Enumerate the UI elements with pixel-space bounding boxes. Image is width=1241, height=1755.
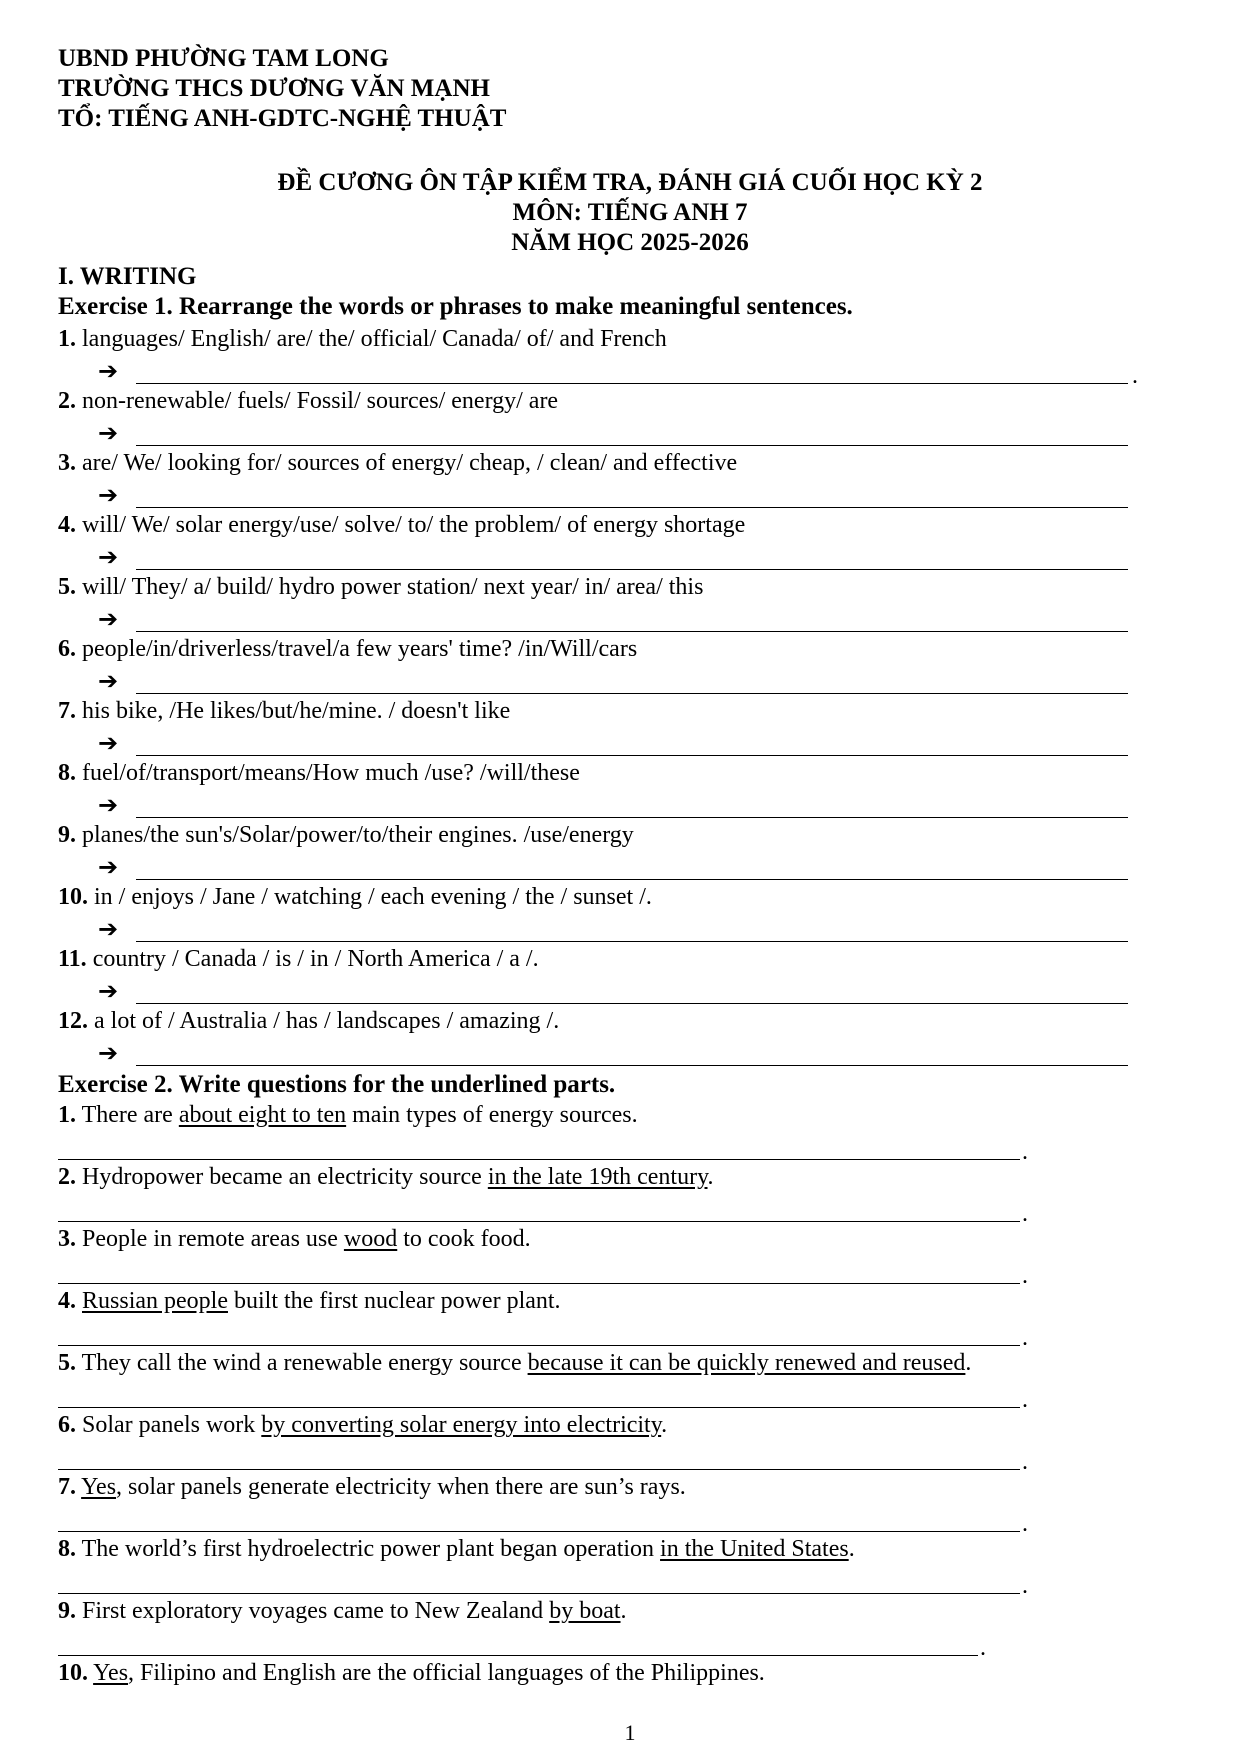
period-mark: . <box>1132 363 1138 389</box>
underlined-part: in the United States <box>660 1536 849 1562</box>
answer-line[interactable] <box>58 1283 1020 1284</box>
item-text: Solar panels work <box>76 1412 262 1438</box>
answer-line[interactable] <box>58 1345 1020 1346</box>
period-mark: . <box>1022 1201 1028 1227</box>
ex2-item-3 <box>58 1224 531 1254</box>
item-text: They call the wind a renewable energy source <box>76 1350 528 1376</box>
answer-line[interactable] <box>136 569 1128 570</box>
arrow-icon: ➔ <box>98 419 119 447</box>
period-mark: . <box>1022 1511 1028 1537</box>
item-text: in / enjoys / Jane / watching / each evening / the / sunset /. <box>88 884 652 910</box>
ex1-answer-5[interactable] <box>98 604 1128 634</box>
ex1-answer-11[interactable] <box>98 976 1128 1006</box>
arrow-icon: ➔ <box>98 667 119 695</box>
item-number: 11. <box>58 946 87 972</box>
answer-line[interactable] <box>136 817 1128 818</box>
underlined-part: Russian people <box>82 1288 228 1314</box>
page-number: 1 <box>624 1720 636 1745</box>
item-text-end: , solar panels generate electricity when there are sun’s rays. <box>116 1474 686 1500</box>
period-mark: . <box>1022 1449 1028 1475</box>
underlined-part: about eight to ten <box>178 1102 347 1128</box>
item-number: 4. <box>58 1288 76 1314</box>
item-number: 5. <box>58 574 76 600</box>
answer-line[interactable] <box>58 1469 1020 1470</box>
item-number: 10. <box>58 1660 88 1686</box>
underlined-part: by converting solar energy into electricity <box>261 1412 662 1438</box>
item-number: 2. <box>58 1164 76 1190</box>
ex1-answer-6[interactable] <box>98 666 1128 696</box>
ex1-item-2 <box>58 386 558 416</box>
ex2-answer-6[interactable] <box>58 1442 1028 1475</box>
answer-line[interactable] <box>136 383 1128 384</box>
header-department: TỔ: TIẾNG ANH-GDTC-NGHỆ THUẬT <box>58 105 507 132</box>
period-mark: . <box>980 1635 986 1661</box>
period-mark: . <box>1022 1325 1028 1351</box>
ex2-answer-1[interactable] <box>58 1132 1028 1165</box>
item-number: 3. <box>58 450 76 476</box>
item-text: There are <box>76 1102 179 1128</box>
item-number: 10. <box>58 884 88 910</box>
arrow-icon: ➔ <box>98 915 119 943</box>
answer-line[interactable] <box>136 445 1128 446</box>
item-number: 6. <box>58 1412 76 1438</box>
answer-line[interactable] <box>58 1531 1020 1532</box>
ex2-item-9 <box>58 1596 627 1626</box>
item-number: 6. <box>58 636 76 662</box>
item-number: 12. <box>58 1008 88 1034</box>
item-text: will/ They/ a/ build/ hydro power station/ next year/ in/ area/ this <box>76 574 704 600</box>
item-text-end: , Filipino and English are the official languages of the Philippines. <box>128 1660 765 1686</box>
item-text: Hydropower became an electricity source <box>76 1164 488 1190</box>
answer-line[interactable] <box>136 1003 1128 1004</box>
item-number: 3. <box>58 1226 76 1252</box>
item-text: languages/ English/ are/ the/ official/ Canada/ of/ and French <box>76 326 667 352</box>
header-school: TRƯỜNG THCS DƯƠNG VĂN MẠNH <box>58 75 490 102</box>
ex1-answer-4[interactable] <box>98 542 1128 572</box>
arrow-icon: ➔ <box>98 791 119 819</box>
ex1-item-5 <box>58 572 703 602</box>
underlined-part: Yes <box>81 1474 117 1500</box>
school-year: NĂM HỌC 2025-2026 <box>511 229 749 256</box>
item-text: non-renewable/ fuels/ Fossil/ sources/ energy/ are <box>76 388 559 414</box>
subject-title: MÔN: TIẾNG ANH 7 <box>512 199 748 226</box>
item-text: people/in/driverless/travel/a few years' time? /in/Will/cars <box>76 636 638 662</box>
underlined-part: Yes <box>93 1660 129 1686</box>
underlined-part: wood <box>343 1226 398 1252</box>
ex2-answer-2[interactable] <box>58 1194 1028 1227</box>
item-number: 8. <box>58 1536 76 1562</box>
answer-line[interactable] <box>58 1221 1020 1222</box>
answer-line[interactable] <box>136 941 1128 942</box>
ex2-item-8 <box>58 1534 855 1564</box>
item-number: 7. <box>58 698 76 724</box>
arrow-icon: ➔ <box>98 543 119 571</box>
ex1-item-1 <box>58 324 667 354</box>
item-text-end: main types of energy sources. <box>346 1102 638 1128</box>
underlined-part: by boat <box>549 1598 621 1624</box>
exercise2-heading: Exercise 2. Write questions for the underlined parts. <box>58 1071 616 1098</box>
underlined-part: in the late 19th century <box>487 1164 708 1190</box>
ex2-item-4 <box>58 1286 561 1316</box>
ex2-item-10 <box>58 1658 765 1688</box>
ex2-answer-3[interactable] <box>58 1256 1028 1289</box>
ex1-item-12 <box>58 1006 559 1036</box>
item-text-end: . <box>848 1536 855 1562</box>
answer-line[interactable] <box>58 1655 978 1656</box>
ex1-item-3 <box>58 448 737 478</box>
answer-line[interactable] <box>58 1593 1020 1594</box>
ex1-answer-9[interactable] <box>98 852 1128 882</box>
ex1-answer-8[interactable] <box>98 790 1128 820</box>
ex1-answer-10[interactable] <box>98 914 1128 944</box>
arrow-icon: ➔ <box>98 853 119 881</box>
ex2-item-2 <box>58 1162 714 1192</box>
ex1-item-10 <box>58 882 652 912</box>
item-text: First exploratory voyages came to New Zealand <box>76 1598 550 1624</box>
ex2-answer-9[interactable] <box>58 1628 986 1661</box>
ex1-answer-1[interactable] <box>98 356 1138 389</box>
item-text-end: . <box>707 1164 714 1190</box>
item-text-end: to cook food. <box>397 1226 531 1252</box>
arrow-icon: ➔ <box>98 605 119 633</box>
ex2-answer-8[interactable] <box>58 1566 1028 1599</box>
item-number: 4. <box>58 512 76 538</box>
period-mark: . <box>1022 1139 1028 1165</box>
ex1-item-4 <box>58 510 745 540</box>
answer-line[interactable] <box>136 755 1128 756</box>
ex1-answer-12[interactable] <box>98 1038 1128 1068</box>
item-text: country / Canada / is / in / North America / a /. <box>86 946 539 972</box>
ex2-item-1 <box>58 1100 638 1130</box>
item-text-end: built the first nuclear power plant. <box>227 1288 561 1314</box>
exercise1-heading: Exercise 1. Rearrange the words or phrases to make meaningful sentences. <box>58 293 853 320</box>
answer-line[interactable] <box>136 693 1128 694</box>
item-text: planes/the sun's/Solar/power/to/their engines. /use/energy <box>76 822 634 848</box>
item-number: 5. <box>58 1350 76 1376</box>
answer-line[interactable] <box>136 507 1128 508</box>
ex1-item-9 <box>58 820 634 850</box>
answer-line[interactable] <box>136 879 1128 880</box>
item-number: 1. <box>58 326 76 352</box>
item-number: 7. <box>58 1474 76 1500</box>
period-mark: . <box>1022 1263 1028 1289</box>
answer-line[interactable] <box>136 1065 1128 1066</box>
underlined-part: because it can be quickly renewed and reused <box>527 1350 966 1376</box>
ex1-item-8 <box>58 758 580 788</box>
item-text: will/ We/ solar energy/use/ solve/ to/ the problem/ of energy shortage <box>76 512 746 538</box>
answer-line[interactable] <box>136 631 1128 632</box>
ex2-answer-4[interactable] <box>58 1318 1028 1351</box>
arrow-icon: ➔ <box>98 729 119 757</box>
ex2-item-5 <box>58 1348 971 1378</box>
item-text-end: . <box>965 1350 972 1376</box>
ex1-item-7 <box>58 696 510 726</box>
item-text: The world’s first hydroelectric power plant began operation <box>76 1536 661 1562</box>
item-text: fuel/of/transport/means/How much /use? /will/these <box>76 760 580 786</box>
item-text: a lot of / Australia / has / landscapes / amazing /. <box>88 1008 560 1034</box>
document-title: ĐỀ CƯƠNG ÔN TẬP KIỂM TRA, ĐÁNH GIÁ CUỐI HỌC KỲ 2 <box>277 169 983 196</box>
ex1-answer-3[interactable] <box>98 480 1128 510</box>
item-number: 8. <box>58 760 76 786</box>
item-text-end: . <box>620 1598 627 1624</box>
ex2-answer-7[interactable] <box>58 1504 1028 1537</box>
item-text: his bike, /He likes/but/he/mine. / doesn't like <box>76 698 511 724</box>
item-number: 9. <box>58 1598 76 1624</box>
period-mark: . <box>1022 1573 1028 1599</box>
answer-line[interactable] <box>58 1159 1020 1160</box>
ex1-item-11 <box>58 944 539 974</box>
ex2-item-6 <box>58 1410 667 1440</box>
ex2-answer-5[interactable] <box>58 1380 1028 1413</box>
section-heading: I. WRITING <box>58 263 197 290</box>
arrow-icon: ➔ <box>98 481 119 509</box>
item-number: 2. <box>58 388 76 414</box>
ex1-answer-7[interactable] <box>98 728 1128 758</box>
ex2-item-7 <box>58 1472 686 1502</box>
item-text: are/ We/ looking for/ sources of energy/ cheap, / clean/ and effective <box>76 450 738 476</box>
answer-line[interactable] <box>58 1407 1020 1408</box>
period-mark: . <box>1022 1387 1028 1413</box>
item-number: 9. <box>58 822 76 848</box>
arrow-icon: ➔ <box>98 1039 119 1067</box>
arrow-icon: ➔ <box>98 977 119 1005</box>
item-text: People in remote areas use <box>76 1226 344 1252</box>
arrow-icon: ➔ <box>98 357 119 385</box>
ex1-answer-2[interactable] <box>98 418 1128 448</box>
header-authority: UBND PHƯỜNG TAM LONG <box>58 45 389 72</box>
item-number: 1. <box>58 1102 76 1128</box>
ex1-item-6 <box>58 634 637 664</box>
item-text-end: . <box>661 1412 668 1438</box>
